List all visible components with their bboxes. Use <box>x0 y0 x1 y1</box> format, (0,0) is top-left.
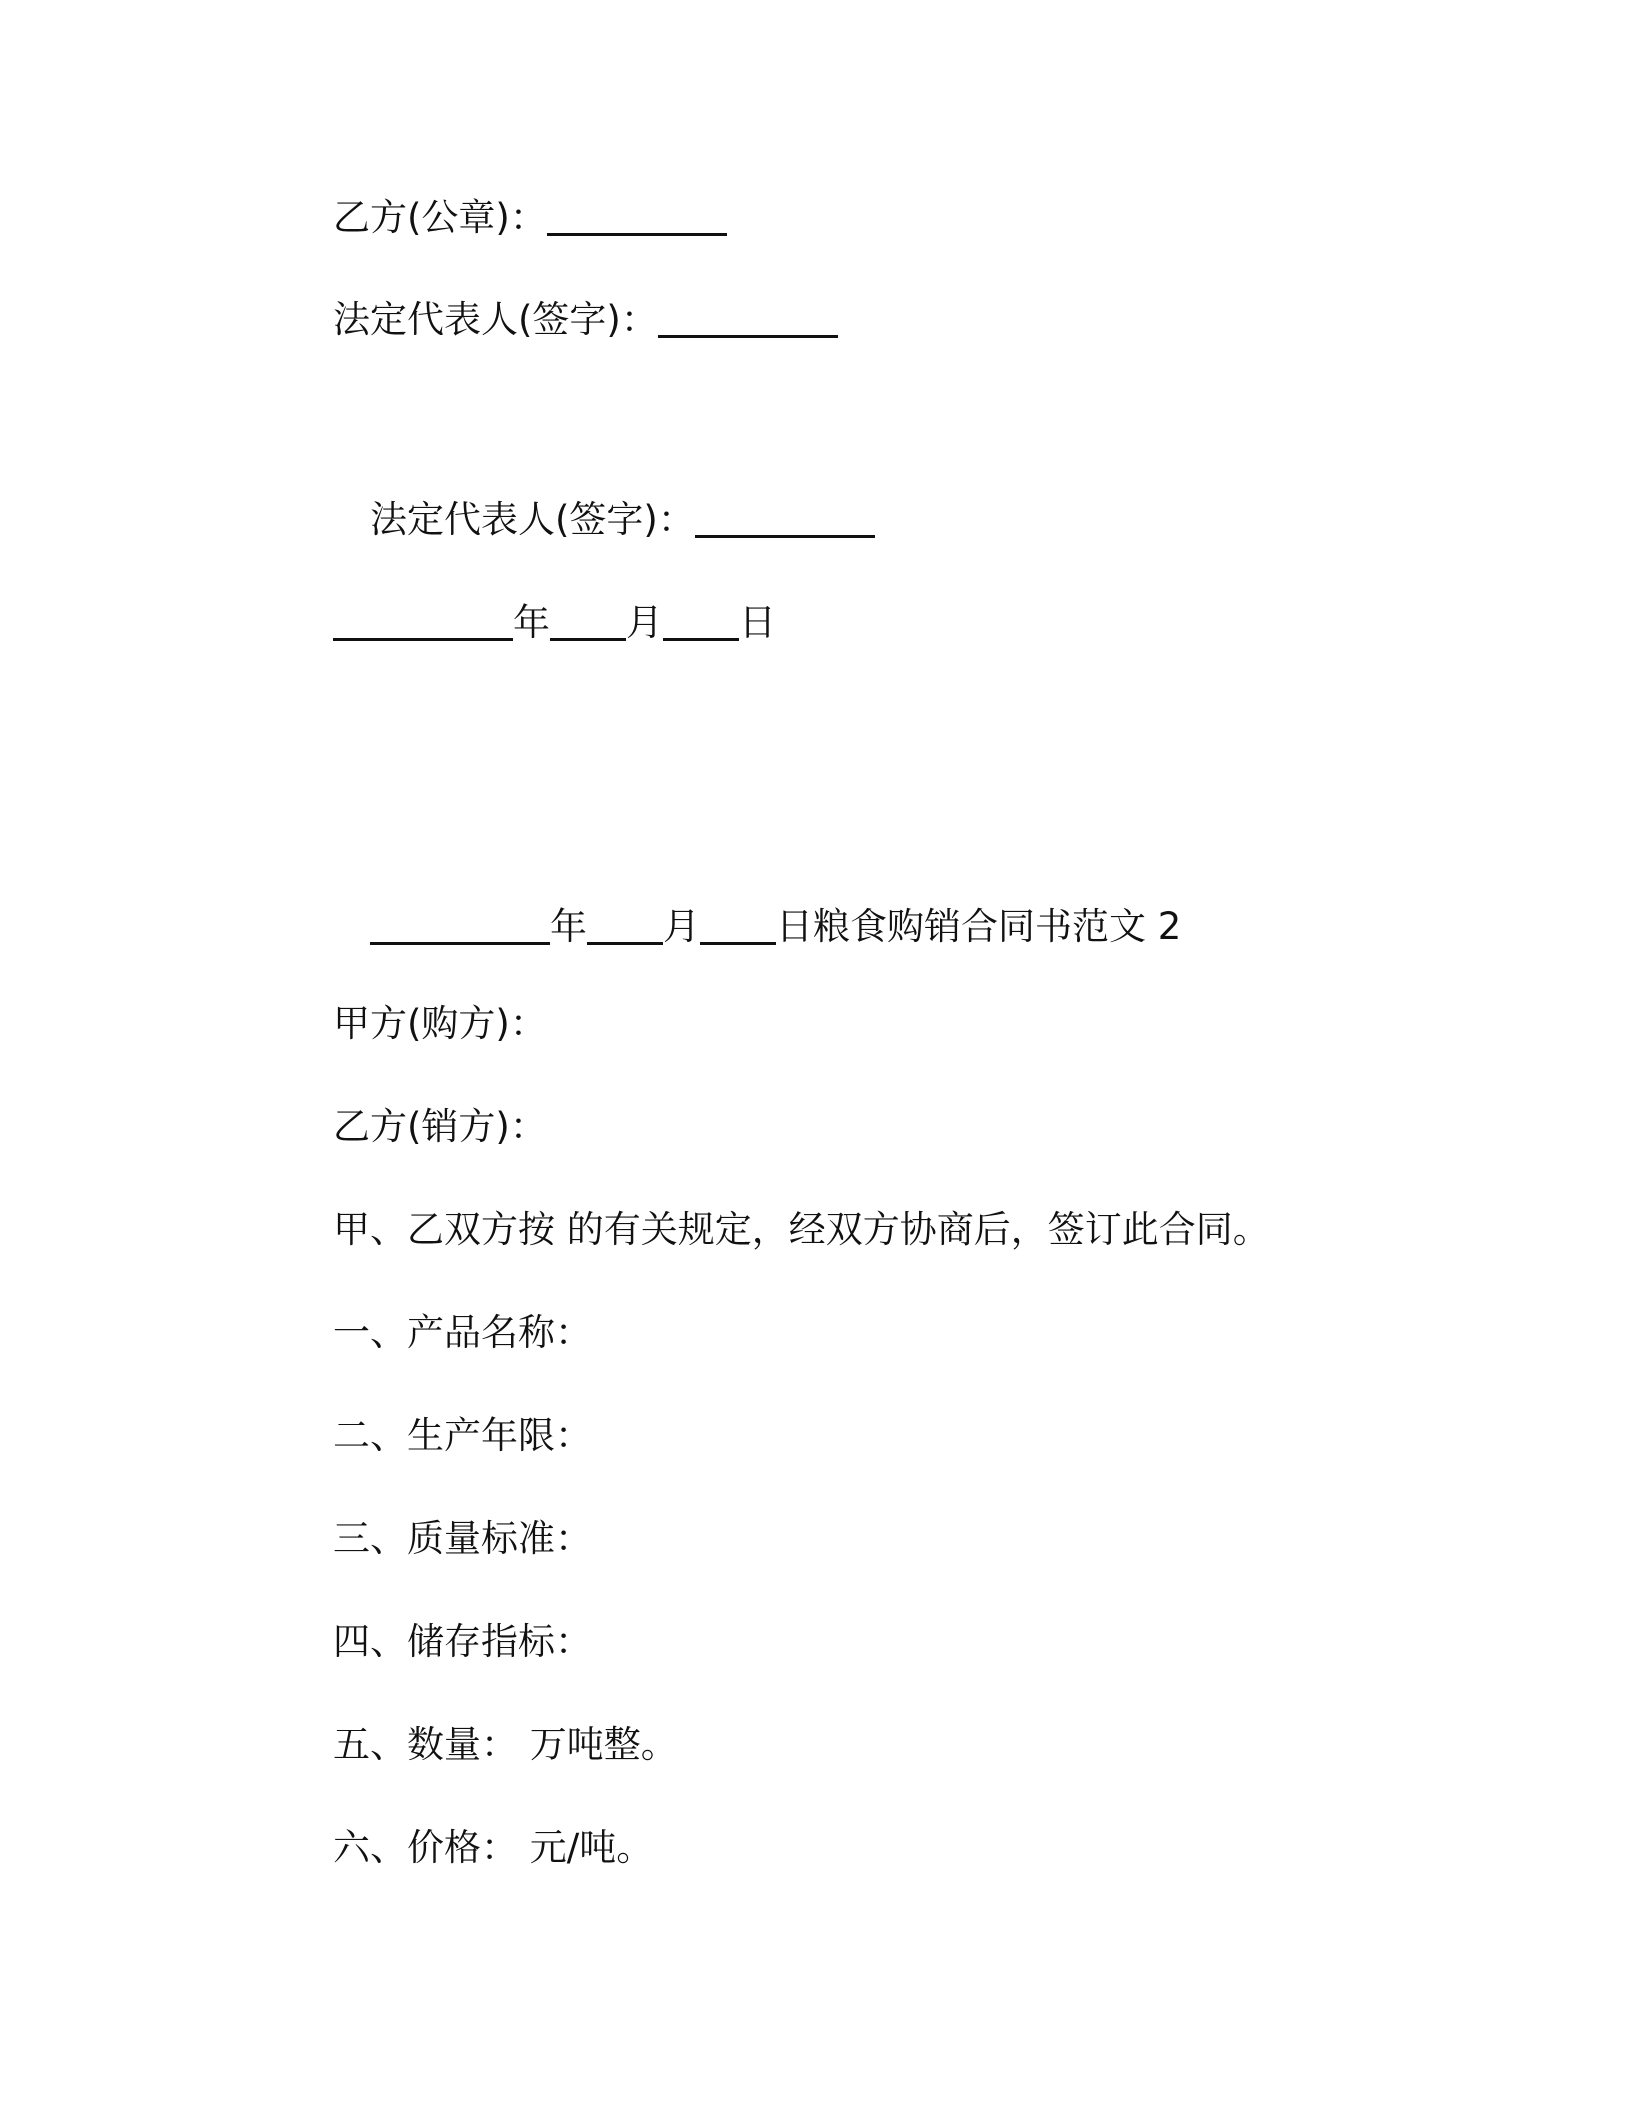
legal-rep-blank-1 <box>658 301 838 338</box>
heading-day-blank <box>700 908 776 945</box>
heading-year-blank <box>370 908 550 945</box>
date-month-blank <box>550 604 626 641</box>
party-a-line: 甲方(购方)： <box>333 1002 547 1045</box>
party-b-seal-blank <box>547 199 727 236</box>
clause-production-years: 二、生产年限： <box>333 1414 592 1457</box>
date-year-blank <box>333 604 513 641</box>
contract-heading <box>370 903 1181 951</box>
date-month-label: 月 <box>626 601 663 644</box>
date-year-label: 年 <box>513 601 550 644</box>
heading-year-label: 年 <box>550 905 587 948</box>
clause-storage-index: 四、储存指标： <box>333 1620 592 1663</box>
date-day-blank <box>663 604 739 641</box>
legal-rep-label-1: 法定代表人(签字)： <box>333 298 658 341</box>
heading-title: 日粮食购销合同书范文 2 <box>776 905 1182 948</box>
date-day-label: 日 <box>739 601 776 644</box>
legal-rep-blank-2 <box>695 501 875 538</box>
heading-month-label: 月 <box>663 905 700 948</box>
legal-rep-line-1 <box>333 296 838 344</box>
party-b-seal-label: 乙方(公章)： <box>333 196 547 239</box>
party-b-seal-line <box>333 194 727 242</box>
clause-quality-standard: 三、质量标准： <box>333 1517 592 1560</box>
party-b-line: 乙方(销方)： <box>333 1105 547 1148</box>
clause-quantity: 五、数量： 万吨整。 <box>333 1723 678 1766</box>
agreement-text: 甲、乙双方按 的有关规定，经双方协商后，签订此合同。 <box>333 1208 1270 1251</box>
clause-product-name: 一、产品名称： <box>333 1311 592 1354</box>
legal-rep-line-2 <box>370 496 875 544</box>
signing-date-line <box>333 599 776 647</box>
heading-month-blank <box>587 908 663 945</box>
clause-price: 六、价格： 元/吨。 <box>333 1826 654 1869</box>
legal-rep-label-2: 法定代表人(签字)： <box>370 498 695 541</box>
